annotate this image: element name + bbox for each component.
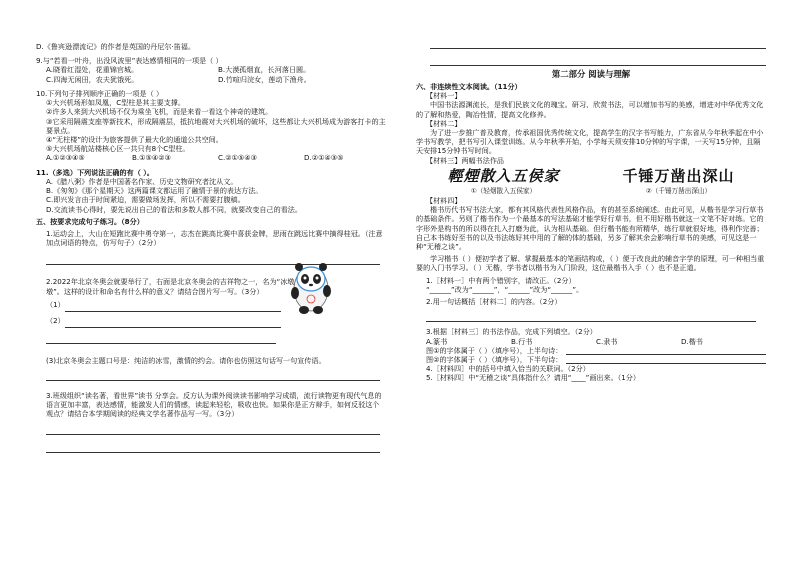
q11-option-c: C.即兴发言由于时间紧迫，需要做场发挥，所以不需要打腹稿。 [46,195,245,205]
answer-line[interactable] [65,316,281,328]
q8-option-d: D.《鲁宾逊漂流记》的作者是英国的丹尼尔·笛福。 [36,42,195,51]
sec6-q4: 4.［材料四］中的括号中填入恰当的关联词。（2分） [426,364,590,374]
q10-option-d: D.②①④③⑤ [304,153,344,163]
q10-option-c: C.②①⑤④③ [218,153,258,163]
q10-sentence-5: ⑤大兴机场航站楼核心区一共只有8个C型柱。 [46,144,190,154]
answer-line[interactable] [426,310,756,322]
sec6-q3-options [416,337,766,346]
q3-option-a: A.篆书 [426,336,448,346]
calligraphy-captions [416,187,766,196]
answer-line[interactable] [566,346,766,355]
answer-line[interactable] [430,38,766,49]
q9-stem: 9.与“若看一叶舟，出没风波里”表达感情相同的一项是（ ） [36,56,223,66]
answer-line[interactable] [430,55,766,66]
q3-option-c: C.隶书 [596,336,618,346]
caption-2: ②（千锤万凿出深山） [645,187,712,196]
q11-option-b: B.《匆匆》《那个星期天》这两篇课文都运用了融情于景的表达方法。 [46,186,263,196]
q10-stem: 10.下列句子排列顺序正确的一项是（ ） [36,88,164,98]
q10-sentence-2: ②许多人来到大兴机场不仅为乘坐飞机，而是来看一看这个神奇的建筑。 [46,107,273,117]
sec6-q5: 5.［材料四］中“无稽之谈”具体指什么？请用“____”画出来。（1分） [426,373,640,383]
sec6-q1: 1.［材料一］中有两个错别字，请改正。（2分） [426,275,576,285]
q9-options-row1 [36,65,390,74]
q9-options-row2 [36,75,390,84]
calligraphy-work-1: 輕煙散入五侯家 [447,166,560,185]
answer-line[interactable] [46,441,380,453]
q9-option-a: A.晓看红湿处，花重锦官城。 [46,65,139,75]
material-1-label: 【材料一】 [426,91,462,101]
sec6-q3: 3.根据［材料三］的书法作品，完成下列填空。（2分） [426,327,597,337]
q11-option-d: D.交流读书心得时，要先说出自己的看法和多数人都不同，就要改变自己的看法。 [46,204,302,214]
material-3-label: 【材料三】两幅书法作品 [426,155,505,165]
material-2-text: 为了进一步推广普及教育，传承祖国优秀传统文化，提高学生的汉字书写能力，广东省从今年秋季起在中小学书写教学，把书写引入课堂训练。从今年秋季开始，小学每天须安排10分钟的写字课，一天写15分钟，且隔天安排15分钟书写时间。 [416,128,764,156]
sec5-q1: 1.运动会上，大山在短跑比赛中勇夺第一，志杰在跳高比赛中喜获金牌，思雨在跳远比赛中摘得桂冠。（注意加点词语的特点，仿写句子）（2分） [46,228,383,248]
answer-line[interactable] [46,332,276,344]
material-4-label: 【材料四】 [426,195,462,205]
q11-option-a: A.《腊八粥》作者是中国著名作家、历史文物研究者沈从文。 [46,176,238,186]
part-2-title: 第二部分 阅读与理解 [551,69,631,79]
q10-sentence-1: ①大兴机场形如凤凰，C型柱是其主要支撑。 [46,98,185,108]
sec5-q2-3: (3)北京冬奥会主题口号是：纯洁的冰雪，激情的约会。请你也仿照这句话写一句宣传语。 [46,355,326,365]
q10-sentence-4: ④“无柱楼”的设计为旅客提供了最大化的通道公共空间。 [46,134,223,144]
sec5-q2-answer-1: （1） [36,300,390,312]
q10-option-a: A.①②③④⑤ [46,153,85,163]
sec6-q2: 2.用一句话概括［材料二］的内容。（2分） [426,297,562,307]
q3-option-d: D.楷书 [681,336,703,346]
sec6-q1-fill[interactable]: “______”改为“______”，“______”改为“______”。 [426,284,584,294]
sec5-q2-answer-2: （2） [36,316,390,328]
q10-sentence-3: ③它采用隔震支座等新技术，形成隔震层，抵抗地震对大兴机场的破坏，这些都让大兴机场成为游客打卡的主要景点。 [46,116,386,135]
q10-options [36,153,390,162]
q3-option-b: B.行书 [511,336,533,346]
answer-line[interactable] [65,300,281,312]
material-4-text-2: 学习楷书（ ）便初学者了解、掌握最基本的笔画结构或，（ ）便于改良此的辅音字学的原理，可一种相当重要的入门书学习。（ ）无楷，学书者以楷书为入门阶段，这位最楷书入手（ ）也不是正道。 [416,254,765,273]
caption-1: ①（轻烟散入五侯家） [470,187,537,196]
sec5-q2: 2.2022年北京冬奥会就要举行了，右面是北京冬奥会的吉祥物之一，名为“冰墩墩”。这样的设计和命名有什么样的意义？请结合图片写一写。（3分） [46,277,295,296]
material-1-text: 中国书法源渊流长，是我们民族文化的瑰宝。研习、欣赏书法，可以增加书写的美感，增进对中华优秀文化的了解和热爱，陶冶性情，提高文化修养。 [416,100,764,119]
q10-option-b: B.①⑤④②③ [132,153,171,163]
sec6-q3-b: 图②的字体属于（ ）（填序号），下半句诗： [416,355,766,364]
q11-stem: 11.（多选）下列说法正确的有（ ）。 [36,167,154,177]
sec5-q3: 3.班级组织“读名著，看世界”读书 分享会。反方认为课外阅读读书影响学习成绩，流行读物更有现代气息的语言更加丰富，表达感情，能激发人们的情感，读起来轻松，吸收也快。如果你是正方辩手，如何反驳这个观点？请结合本学期阅读的经典文学名著作品写一写。（3分） [46,391,382,419]
answer-line[interactable] [46,423,380,435]
q9-option-c: C.四海无闲田，农夫犹饿死。 [46,74,139,84]
left-column [36,44,390,453]
calligraphy-work-2: 千锤万凿出深山 [622,166,735,185]
sec6-q3-a: 图①的字体属于（ ）（填序号），上半句诗： [416,346,766,355]
answer-line[interactable] [46,369,380,381]
section-6-title: 六、非连续性文本阅读。（11分） [416,81,522,91]
material-4-text: 楷书历代书写书法大家，都有其风格代表性风格作品，有的甚至系统阐述。由此可见，从楷书是学习行草书的基础条件。另则了楷书作为一个最基本的写法基础才能学好行草书，但不用好楷书就这一文笔不好对练。它的字形外是构书的所以得在扎入打磨为此，认为相从基础。但行楷书能有所精华，练行草就很好地，得利作完善；自己本书练好至书的以及书法练好其中用的了解的体的基础，另多了解其余会影响行草书的美感，可见这是一种“无稽之谈”。 [416,205,764,252]
q9-option-d: D.竹喧归浣女，莲动下渔舟。 [218,74,311,84]
material-2-label: 【材料二】 [426,118,462,128]
answer-line[interactable] [566,355,766,364]
right-column [416,44,766,383]
bing-dwen-dwen-image [288,257,334,315]
section-5-title: 五、按要求完成句子练习。（8分） [36,216,144,226]
q9-option-b: B.大漠孤烟直，长河落日圆。 [218,65,311,75]
calligraphy-works [416,167,766,187]
